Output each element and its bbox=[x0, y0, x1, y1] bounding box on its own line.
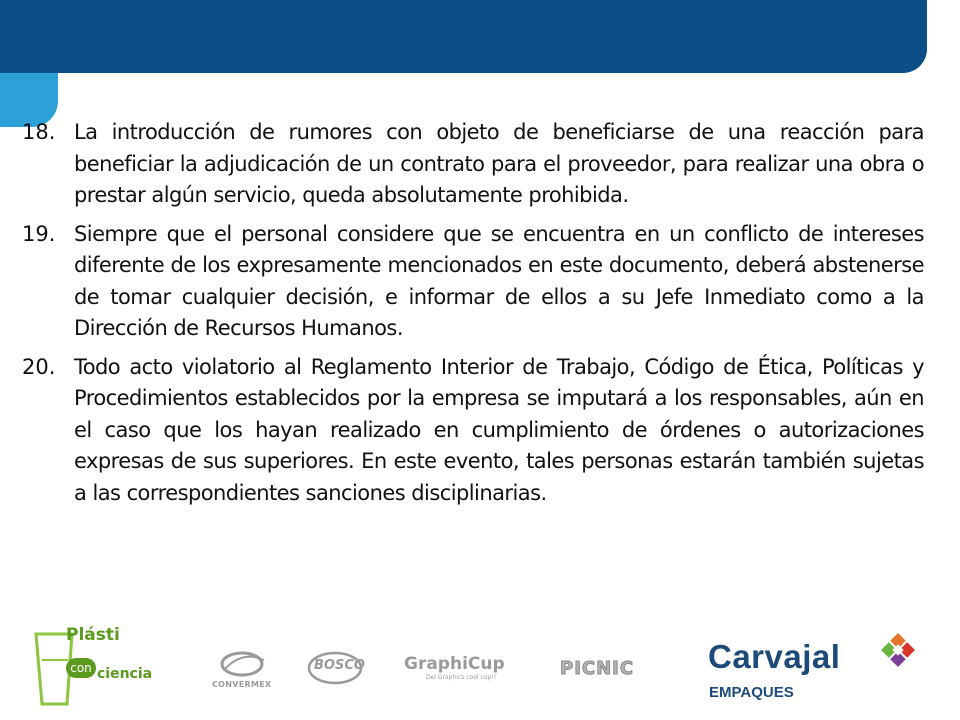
carvajal-emblem-icon bbox=[878, 630, 918, 670]
bosco-text: BOSCO bbox=[314, 658, 365, 673]
con-badge: con bbox=[66, 658, 96, 678]
picnic-text: PICNIC bbox=[560, 658, 635, 679]
list-item bbox=[22, 117, 924, 212]
list-item bbox=[22, 219, 924, 345]
item-number: 20. bbox=[22, 354, 56, 379]
ciencia-word: ciencia bbox=[97, 666, 153, 682]
header-bar bbox=[0, 0, 927, 73]
graphicup-tagline: Del Graphics cool cup!! bbox=[426, 674, 497, 681]
carvajal-logo bbox=[0, 620, 960, 720]
item-text: La introducción de rumores con objeto de beneficiarse de una reacción para beneficiar la adjudicación de un contrato para el proveedor, para realizar una obra o prestar algún servicio, queda absolutamente prohibida. bbox=[74, 120, 924, 207]
item-text: Siempre que el personal considere que se encuentra en un conflicto de intereses diferente de los expresamente mencionados en este documento, deberá abstenerse de tomar cualquier decisión, e informar de ellos a su Jefe Inmediato como a la Dirección de Recursos Humanos. bbox=[74, 221, 924, 340]
empaques-text: EMPAQUES bbox=[709, 684, 794, 701]
item-number: 19. bbox=[22, 221, 56, 246]
carvajal-text: Carvajal bbox=[708, 638, 841, 675]
item-number: 18. bbox=[22, 120, 56, 144]
convermex-text: CONVERMEX bbox=[212, 680, 272, 689]
numbered-list bbox=[22, 117, 924, 516]
plasti-word: Plásti bbox=[66, 625, 120, 645]
list-item bbox=[22, 352, 924, 510]
footer-logos bbox=[0, 620, 960, 720]
item-text: Todo acto violatorio al Reglamento Interior de Trabajo, Código de Ética, Políticas y Procedimientos establecidos por la empresa se imputará a los responsables, aún en el caso que los hayan realizado en cumplimiento de órdenes o autorizaciones expresas de sus superiores. En este evento, tales personas estarán también sujetas a las correspondientes sanciones disciplinarias. bbox=[74, 354, 924, 505]
graphicup-text: GraphiCup bbox=[404, 654, 505, 674]
